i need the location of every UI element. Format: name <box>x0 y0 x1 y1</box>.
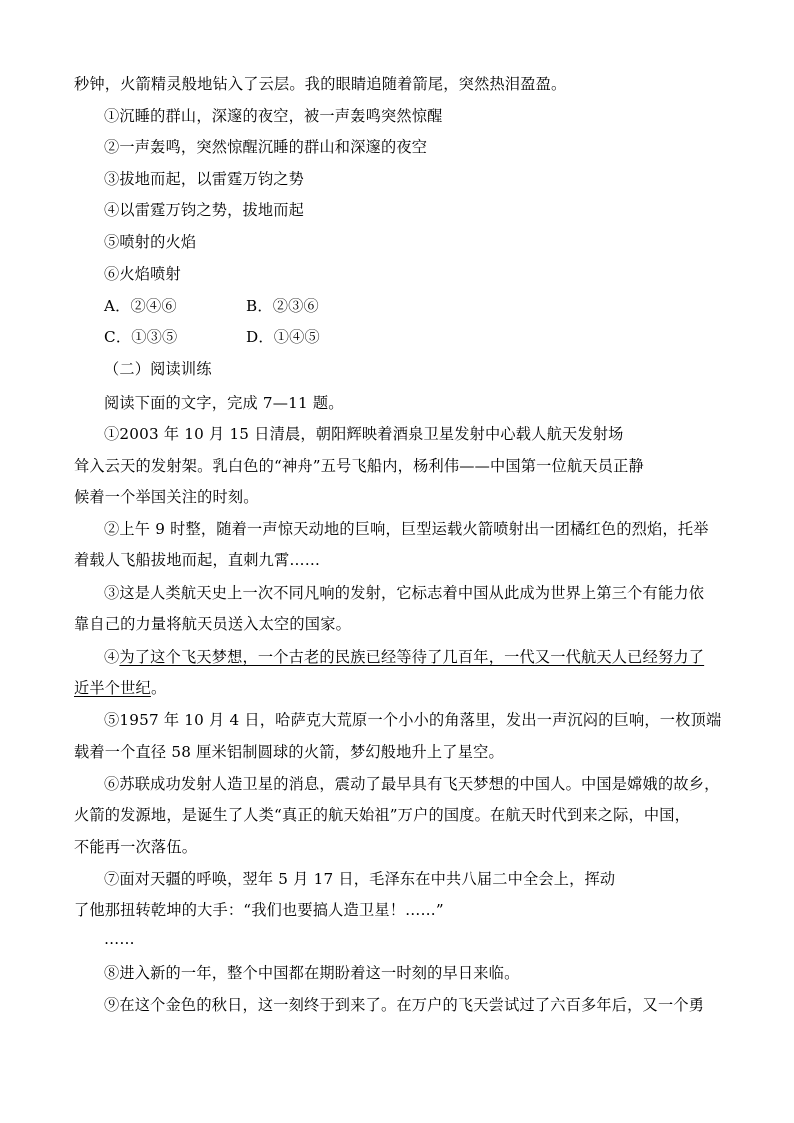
paragraph-6-line-2: 火箭的发源地，是诞生了人类“真正的航天始祖”万户的国度。在航天时代到来之际，中国， <box>74 806 691 824</box>
paragraph-4-marker: ④ <box>104 648 120 666</box>
paragraph-1-line-1: ①2003 年 10 月 15 日清晨，朝阳辉映着酒泉卫星发射中心载人航天发射场 <box>104 425 624 443</box>
paragraph-7-line-2: 了他那扭转乾坤的大手：“我们也要搞人造卫星！……” <box>74 901 444 919</box>
option-4: ④以雷霆万钧之势，拔地而起 <box>104 201 305 219</box>
paragraph-5-line-2: 载着一个直径 58 厘米铝制圆球的火箭，梦幻般地升上了星空。 <box>74 743 504 761</box>
paragraph-4-end: 。 <box>150 679 167 697</box>
choice-a: A．②④⑥ <box>104 297 177 315</box>
paragraph-3-line-2: 靠自己的力量将航天员送入太空的国家。 <box>74 615 351 633</box>
paragraph-4-underlined-sentence-part-1: 为了这个飞天梦想，一个古老的民族已经等待了几百年，一代又一代航天人已经努力了 <box>119 648 705 666</box>
option-6: ⑥火焰喷射 <box>104 265 181 283</box>
choice-d: D．①④⑤ <box>246 328 320 346</box>
paragraph-4-line-1 <box>104 647 704 667</box>
paragraph-8-line-1: ⑧进入新的一年，整个中国都在期盼着这一时刻的早日来临。 <box>104 964 520 982</box>
choice-b: B．②③⑥ <box>246 297 319 315</box>
section-heading: （二）阅读训练 <box>104 360 212 378</box>
instruction: 阅读下面的文字，完成 7—11 题。 <box>104 394 344 412</box>
option-3: ③拔地而起，以雷霆万钧之势 <box>104 170 305 188</box>
paragraph-6-line-1: ⑥苏联成功发射人造卫星的消息，震动了最早具有飞天梦想的中国人。中国是嫦娥的故乡， <box>104 775 720 793</box>
ellipsis-line: …… <box>104 930 135 948</box>
paragraph-6-line-3: 不能再一次落伍。 <box>74 838 198 856</box>
choice-c: C．①③⑤ <box>104 328 178 346</box>
paragraph-2-line-1: ②上午 9 时整，随着一声惊天动地的巨响，巨型运载火箭喷射出一团橘红色的烈焰，托举 <box>104 520 709 538</box>
paragraph-5-line-1: ⑤1957 年 10 月 4 日，哈萨克大荒原一个小小的角落里，发出一声沉闷的巨响，一枚顶端 <box>104 711 722 729</box>
paragraph-2-line-2: 着载人飞船拔地而起，直刺九霄…… <box>74 551 321 569</box>
option-2: ②一声轰鸣，突然惊醒沉睡的群山和深邃的夜空 <box>104 138 428 156</box>
paragraph-1-line-2: 耸入云天的发射架。乳白色的“神舟”五号飞船内，杨利伟——中国第一位航天员正静 <box>74 457 644 475</box>
paragraph-7-line-1: ⑦面对天疆的呼唤，翌年 5 月 17 日，毛泽东在中共八届二中全会上，挥动 <box>104 870 616 888</box>
paragraph-4-underlined-sentence-part-2: 近半个世纪 <box>74 679 151 697</box>
paragraph-3-line-1: ③这是人类航天史上一次不同凡响的发射，它标志着中国从此成为世界上第三个有能力依 <box>104 584 705 602</box>
paragraph-9-line-1: ⑨在这个金色的秋日，这一刻终于到来了。在万户的飞天尝试过了六百多年后，又一个勇 <box>104 996 705 1014</box>
option-5: ⑤喷射的火焰 <box>104 233 197 251</box>
continuation-line: 秒钟，火箭精灵般地钻入了云层。我的眼睛追随着箭尾，突然热泪盈盈。 <box>74 75 567 93</box>
option-1: ①沉睡的群山，深邃的夜空，被一声轰鸣突然惊醒 <box>104 107 443 125</box>
paragraph-4-line-2 <box>74 678 166 698</box>
paragraph-1-line-3: 候着一个举国关注的时刻。 <box>74 488 259 506</box>
